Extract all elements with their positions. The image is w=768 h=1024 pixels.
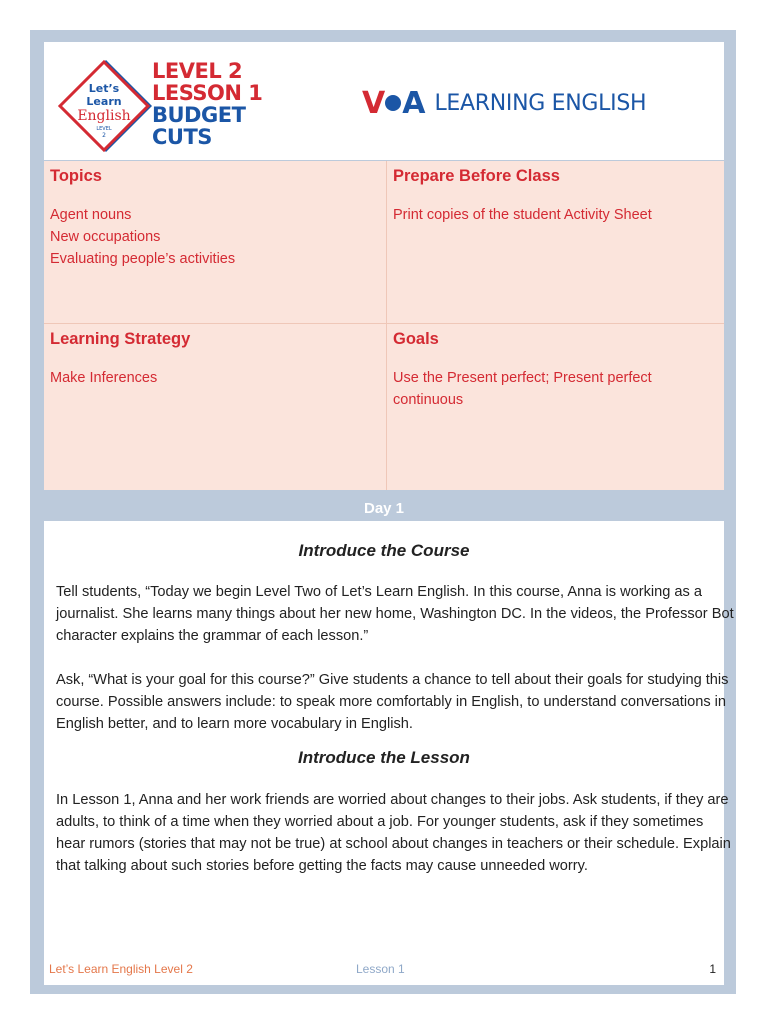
- course-paragraph-2: Ask, “What is your goal for this course?” Give students a chance to tell about their goals for studying this course. Possible answers include: to speak more comfortably in English, to understand conversations in English better, and to learn more vocabulary in English.: [56, 672, 729, 732]
- day-label: Day 1: [363, 500, 405, 517]
- lesson-name-line1: BUDGET: [152, 103, 246, 127]
- prepare-cell: [387, 161, 724, 324]
- lesson-title: [152, 60, 262, 148]
- badge-text-3: English: [77, 108, 131, 124]
- lesson-overview-grid: [44, 161, 724, 490]
- topic-item: Agent nouns: [50, 207, 132, 223]
- goals-cell: [387, 324, 724, 490]
- strategy-item: Make Inferences: [50, 370, 158, 386]
- goal-item: Use the Present perfect; Present perfect continuous: [393, 370, 652, 408]
- page-number: 1: [709, 962, 716, 976]
- badge-text-5: 2: [102, 132, 106, 139]
- level-label: LEVEL 2: [152, 59, 243, 83]
- lesson-paragraph-1: In Lesson 1, Anna and her work friends are worried about changes to their jobs. Ask students, if they are adults, to think of a time when they worried about a job. For younger students, ask if they sometimes hear rumors (stories that may not be true) at school about changes in teachers or their schedule. Explain that talking about such stories before getting the facts may cause unneeded worry.: [56, 792, 731, 874]
- prepare-heading: Prepare Before Class: [393, 167, 560, 185]
- prepare-item: Print copies of the student Activity Sheet: [393, 207, 652, 223]
- badge-text-1: Let’s: [88, 82, 120, 95]
- strategy-heading: Learning Strategy: [50, 330, 191, 348]
- lesson-header: [44, 42, 724, 160]
- voa-learning-english-text: LEARNING ENGLISH: [434, 90, 647, 116]
- footer-course-title: Let’s Learn English Level 2: [49, 962, 193, 976]
- lesson-name-line2: CUTS: [152, 125, 212, 149]
- lesson-content: [44, 521, 734, 985]
- footer-lesson-label: Lesson 1: [356, 962, 405, 976]
- topic-item: New occupations: [50, 229, 161, 245]
- goals-heading: Goals: [393, 330, 439, 348]
- badge-text-2: Learn: [86, 95, 122, 108]
- lets-learn-english-badge-icon: [58, 58, 154, 154]
- lesson-label: LESSON 1: [152, 81, 263, 105]
- topics-heading: Topics: [50, 167, 102, 185]
- introduce-course-heading: Introduce the Course: [298, 541, 470, 560]
- introduce-lesson-heading: Introduce the Lesson: [298, 748, 470, 767]
- badge-text-4: LEVEL: [96, 126, 112, 132]
- course-paragraph-1: Tell students, “Today we begin Level Two of Let’s Learn English. In this course, Anna is working as a journalist. She learns many things about her new home, Washington DC. In the videos, the Professor Bot character explains the grammar of each lesson.”: [56, 584, 734, 644]
- voa-logo-icon: V A: [362, 85, 425, 121]
- strategy-cell: [44, 324, 387, 490]
- topic-item: Evaluating people’s activities: [50, 251, 236, 267]
- voa-learning-english-logo: [362, 86, 646, 120]
- topics-cell: [44, 161, 387, 324]
